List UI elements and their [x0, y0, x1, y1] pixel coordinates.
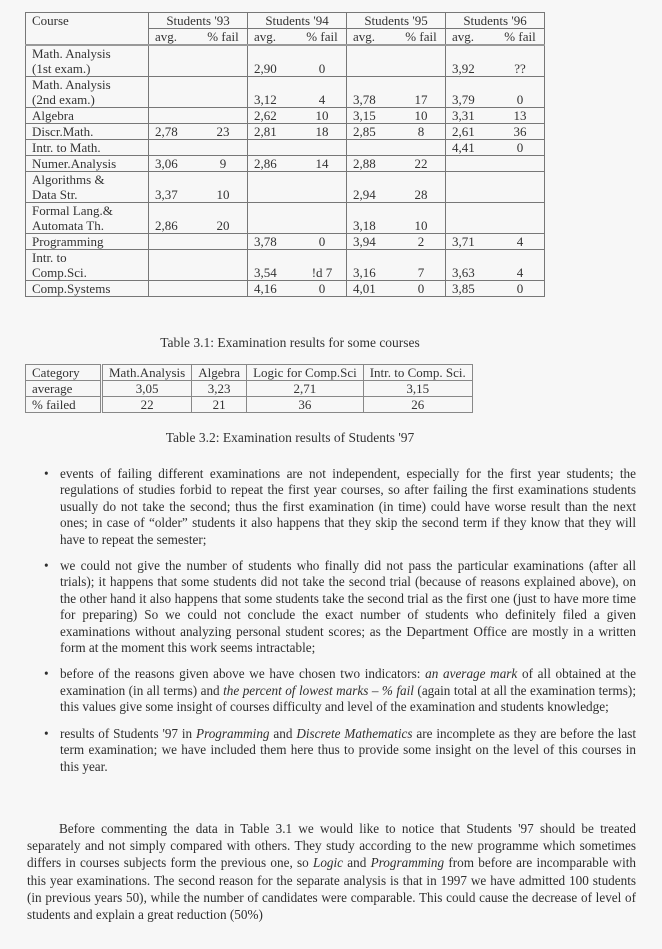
course-name-line: Formal Lang.& — [32, 203, 113, 218]
avg-value: 3,06 — [149, 156, 200, 172]
avg-value — [149, 281, 200, 297]
list-item — [44, 558, 636, 656]
avg-value: 3,16 — [347, 250, 398, 281]
fail-value — [199, 250, 248, 281]
col-subheader-avg: avg. — [347, 29, 398, 46]
avg-value: 3,12 — [248, 77, 299, 108]
avg-value: 2,85 — [347, 124, 398, 140]
emphasized-text: Discrete Mathematics — [296, 725, 413, 741]
col-header-students-96: Students '96 — [446, 13, 545, 29]
emphasized-text: Logic — [312, 855, 344, 871]
fail-value: !d 7 — [298, 250, 347, 281]
course-name — [26, 77, 149, 108]
course-name-line: Numer.Analysis — [32, 156, 117, 171]
text-run: results of Students '97 in — [60, 725, 197, 741]
fail-value: 0 — [298, 45, 347, 77]
fail-value — [496, 172, 545, 203]
table-row — [26, 108, 545, 124]
course-name-line: Intr. to — [32, 250, 67, 265]
cell-value: 3,05 — [102, 381, 192, 397]
bullet-icon: • — [44, 558, 49, 574]
table-row — [26, 156, 545, 172]
course-name-line: Programming — [32, 234, 104, 249]
fail-value: 0 — [397, 281, 446, 297]
fail-value: 0 — [496, 77, 545, 108]
avg-value: 2,62 — [248, 108, 299, 124]
fail-value: 8 — [397, 124, 446, 140]
col-header: Logic for Comp.Sci — [247, 365, 364, 381]
avg-value: 3,37 — [149, 172, 200, 203]
table-row — [26, 140, 545, 156]
table-row — [26, 234, 545, 250]
course-name — [26, 124, 149, 140]
fail-value: 2 — [397, 234, 446, 250]
table-3-1 — [25, 12, 545, 297]
fail-value: 0 — [298, 281, 347, 297]
col-subheader-fail: % fail — [496, 29, 545, 46]
fail-value: 0 — [496, 140, 545, 156]
avg-value — [347, 45, 398, 77]
fail-value — [199, 77, 248, 108]
avg-value — [248, 140, 299, 156]
table-row — [26, 45, 545, 77]
fail-value: 20 — [199, 203, 248, 234]
course-name-line: Data Str. — [32, 187, 78, 202]
avg-value: 3,78 — [248, 234, 299, 250]
fail-value: 10 — [397, 203, 446, 234]
emphasized-text: an average mark — [425, 666, 518, 682]
course-name-line: Comp.Sci. — [32, 265, 87, 280]
table-row — [26, 397, 473, 413]
course-name-line: Automata Th. — [32, 218, 104, 233]
avg-value — [149, 140, 200, 156]
col-header-students-94: Students '94 — [248, 13, 347, 29]
avg-value — [446, 156, 497, 172]
course-name — [26, 108, 149, 124]
avg-value: 4,41 — [446, 140, 497, 156]
fail-value: 13 — [496, 108, 545, 124]
cell-value: 21 — [192, 397, 247, 413]
col-header-students-95: Students '95 — [347, 13, 446, 29]
fail-value — [199, 108, 248, 124]
fail-value: 7 — [397, 250, 446, 281]
cell-value: 22 — [102, 397, 192, 413]
bullet-list — [44, 466, 636, 785]
col-subheader-fail: % fail — [397, 29, 446, 46]
text-run: are incomplete as they are before the last term examination; we have included them here thus to provide some insight on the level of this courses in this year. — [60, 725, 637, 774]
fail-value: 9 — [199, 156, 248, 172]
text-run: of all obtained at the examination (in all terms) and — [60, 666, 636, 698]
text-run: events of failing different examinations are not independent, especially for the first year students; the regulations of studies forbid to repeat the first year courses, so after failing the first examinations students usually do not take the second; thus the first examination (in time) could have worse result than the next ones; in case of “older” students it also happens that they skip the second term if they know that they will have to repeat the semester; — [60, 466, 636, 547]
fail-value: 23 — [199, 124, 248, 140]
fail-value — [298, 140, 347, 156]
list-item — [44, 466, 636, 548]
avg-value: 2,86 — [248, 156, 299, 172]
table-3-2 — [25, 364, 473, 413]
avg-value: 4,16 — [248, 281, 299, 297]
avg-value: 3,79 — [446, 77, 497, 108]
col-header-course-blank — [26, 29, 149, 46]
table-row — [26, 203, 545, 234]
body-paragraph — [27, 820, 636, 923]
course-name — [26, 45, 149, 77]
course-name — [26, 250, 149, 281]
emphasized-text: Programming — [196, 725, 270, 741]
table-3-2-caption: Table 3.2: Examination results of Students '97 — [165, 430, 415, 445]
avg-value: 3,31 — [446, 108, 497, 124]
course-name — [26, 156, 149, 172]
avg-value: 3,78 — [347, 77, 398, 108]
fail-value: 10 — [199, 172, 248, 203]
avg-value — [149, 45, 200, 77]
avg-value: 2,81 — [248, 124, 299, 140]
course-name-line: Comp.Systems — [32, 281, 111, 296]
text-run: (again total at all the examination terms); this values give some insight of courses difficulty and level of the examination and students knowledge; — [60, 682, 636, 715]
list-item — [44, 666, 636, 715]
fail-value: 0 — [496, 281, 545, 297]
course-name-line: Discr.Math. — [32, 124, 94, 139]
table-row — [26, 124, 545, 140]
avg-value: 3,15 — [347, 108, 398, 124]
bullet-icon: • — [44, 466, 49, 481]
avg-value: 2,90 — [248, 45, 299, 77]
col-header: Category — [26, 365, 102, 381]
avg-value: 2,94 — [347, 172, 398, 203]
fail-value — [199, 140, 248, 156]
fail-value: 17 — [397, 77, 446, 108]
avg-value — [149, 234, 200, 250]
fail-value: ?? — [496, 45, 545, 77]
cell-value: 2,71 — [247, 381, 364, 397]
fail-value — [298, 172, 347, 203]
avg-value — [149, 77, 200, 108]
fail-value: 10 — [397, 108, 446, 124]
avg-value — [149, 250, 200, 281]
table-row — [26, 77, 545, 108]
table-row — [26, 281, 545, 297]
cell-value: 3,23 — [192, 381, 247, 397]
table-header-row — [26, 365, 473, 381]
col-subheader-fail: % fail — [199, 29, 248, 46]
avg-value: 2,61 — [446, 124, 497, 140]
table-row — [26, 381, 473, 397]
avg-value — [149, 108, 200, 124]
fail-value — [397, 140, 446, 156]
table-row — [26, 172, 545, 203]
fail-value: 22 — [397, 156, 446, 172]
text-run: and — [269, 725, 297, 741]
course-name-line: (2nd exam.) — [32, 92, 95, 107]
emphasized-text: the percent of lowest marks – % fail — [223, 682, 414, 698]
text-run: before of the reasons given above we have chosen two indicators: — [60, 666, 426, 682]
emphasized-text: Programming — [370, 855, 445, 871]
course-name-line: Algorithms & — [32, 172, 105, 187]
fail-value — [199, 281, 248, 297]
avg-value: 4,01 — [347, 281, 398, 297]
col-subheader-avg: avg. — [149, 29, 200, 46]
avg-value: 3,85 — [446, 281, 497, 297]
course-name-line: Algebra — [32, 108, 74, 123]
course-name — [26, 140, 149, 156]
list-item — [44, 726, 636, 775]
avg-value: 3,18 — [347, 203, 398, 234]
course-name-line: Math. Analysis — [32, 77, 111, 92]
fail-value — [199, 45, 248, 77]
cell-value: 3,15 — [363, 381, 472, 397]
avg-value: 2,88 — [347, 156, 398, 172]
avg-value: 3,71 — [446, 234, 497, 250]
fail-value: 4 — [496, 234, 545, 250]
avg-value: 3,94 — [347, 234, 398, 250]
col-subheader-avg: avg. — [446, 29, 497, 46]
avg-value — [248, 203, 299, 234]
text-run: Before commenting the data in Table 3.1 we would like to notice that Students '97 should be treated separately and not simply compared with others. They study according to the new programme which sometimes differs in courses subjects form the previous one, so — [27, 821, 636, 871]
fail-value: 4 — [496, 250, 545, 281]
avg-value: 3,63 — [446, 250, 497, 281]
avg-value: 3,54 — [248, 250, 299, 281]
fail-value: 18 — [298, 124, 347, 140]
col-subheader-fail: % fail — [298, 29, 347, 46]
row-label: average — [26, 381, 102, 397]
avg-value — [248, 172, 299, 203]
col-header: Intr. to Comp. Sci. — [363, 365, 472, 381]
avg-value — [446, 203, 497, 234]
fail-value: 0 — [298, 234, 347, 250]
course-name — [26, 234, 149, 250]
text-run: we could not give the number of students who finally did not pass the particular examinations (after all trials); it happens that some students did not take the second trial (because of reasons explained above), on the other hand it also happens that some students take the second trial as the first one (just to have more time for preparing) So we could not conclude the exact number of students who definitely filed a given examinations without analyzing personal student scores; as the Department Office are mostly in a written form at the moment this work seems intractable; — [60, 558, 636, 656]
fail-value — [496, 203, 545, 234]
course-name — [26, 281, 149, 297]
fail-value — [199, 234, 248, 250]
col-header: Algebra — [192, 365, 247, 381]
fail-value: 14 — [298, 156, 347, 172]
text-run: and — [343, 855, 371, 871]
col-subheader-avg: avg. — [248, 29, 299, 46]
fail-value: 4 — [298, 77, 347, 108]
row-label: % failed — [26, 397, 102, 413]
avg-value: 3,92 — [446, 45, 497, 77]
avg-value — [446, 172, 497, 203]
course-name — [26, 203, 149, 234]
avg-value — [347, 140, 398, 156]
fail-value: 10 — [298, 108, 347, 124]
course-name-line: Math. Analysis — [32, 46, 111, 61]
bullet-icon: • — [44, 725, 49, 741]
col-header-course: Course — [26, 13, 149, 29]
fail-value — [298, 203, 347, 234]
fail-value: 28 — [397, 172, 446, 203]
cell-value: 36 — [247, 397, 364, 413]
bullet-icon: • — [44, 666, 49, 682]
fail-value — [397, 45, 446, 77]
avg-value: 2,78 — [149, 124, 200, 140]
avg-value: 2,86 — [149, 203, 200, 234]
course-name-line: Intr. to Math. — [32, 140, 101, 155]
course-name-line: (1st exam.) — [32, 61, 91, 76]
text-run: from before are incomparable with this year examinations. The second reason for the separate analysis is that in 1997 we have admitted 100 students (in previous years 50), while the number of candidates were comparable. This could cause the decrease of level of students and explain a great reduction (50%) — [27, 855, 636, 923]
cell-value: 26 — [363, 397, 472, 413]
fail-value: 36 — [496, 124, 545, 140]
col-header: Math.Analysis — [102, 365, 192, 381]
course-name — [26, 172, 149, 203]
table-3-1-caption: Table 3.1: Examination results for some courses — [160, 335, 420, 350]
table-row — [26, 250, 545, 281]
col-header-students-93: Students '93 — [149, 13, 248, 29]
fail-value — [496, 156, 545, 172]
